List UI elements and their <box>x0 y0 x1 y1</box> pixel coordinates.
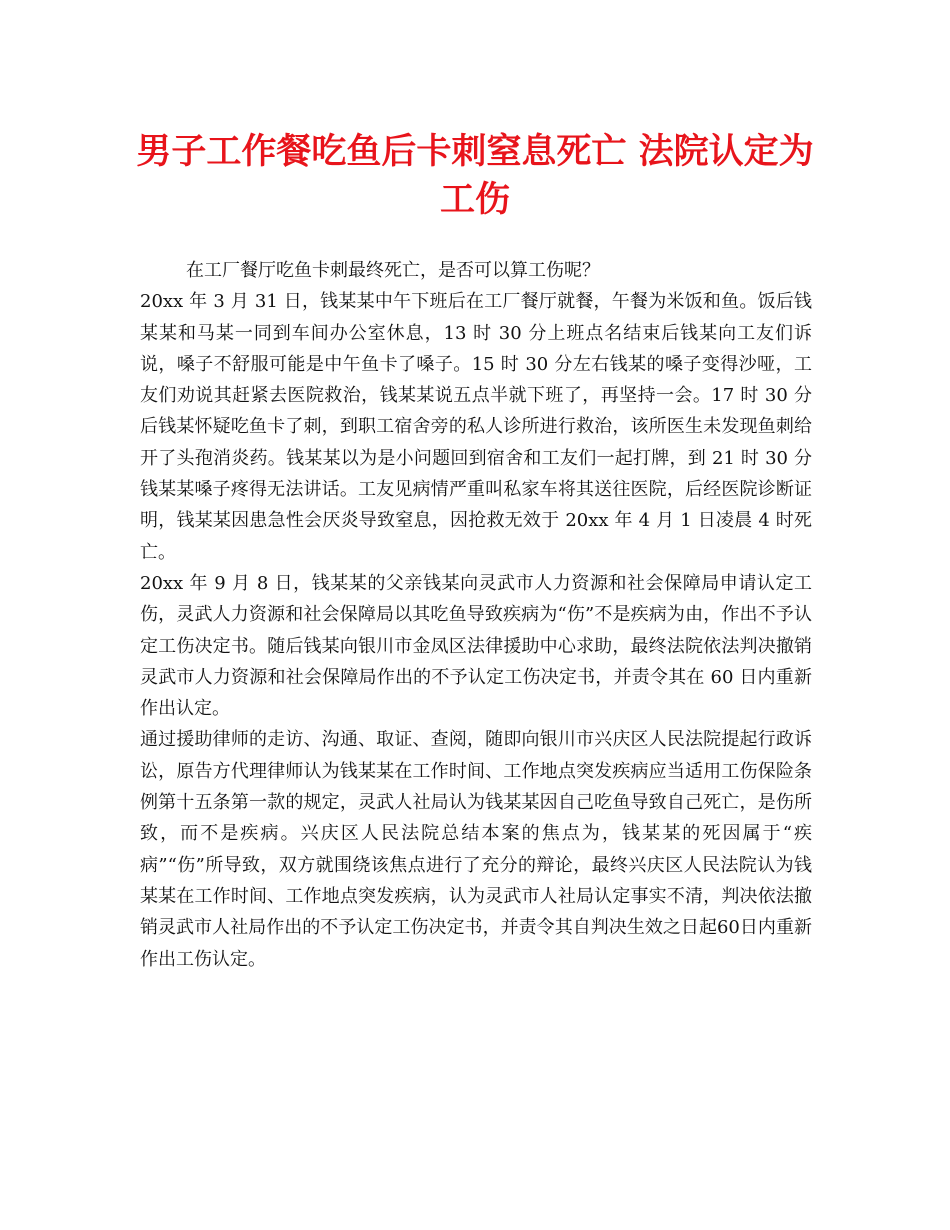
title-line-2: 工伤 <box>439 179 510 220</box>
document-title <box>120 128 830 224</box>
paragraph-application: 20xx 年 9 月 8 日，钱某某的父亲钱某向灵武市人力资源和社会保障局申请认定工伤，灵武人力资源和社会保障局以其吃鱼导致疾病为“伤”不是疾病为由，作出不予认定工伤决定书。随后钱某向银川市金凤区法律援助中心求助，最终法院依法判决撤销灵武市人力资源和社会保障局作出的不予认定工伤决定书，并责令其在 60 日内重新作出认定。 <box>140 572 812 720</box>
intro-paragraph: 在工厂餐厅吃鱼卡刺最终死亡，是否可以算工伤呢？ <box>186 260 600 281</box>
document-body <box>140 255 812 975</box>
title-line-1: 男子工作餐吃鱼后卡刺窒息死亡 法院认定为 <box>136 131 814 172</box>
paragraph-incident: 20xx 年 3 月 31 日，钱某某中午下班后在工厂餐厅就餐，午餐为米饭和鱼。饭后钱某某和马某一同到车间办公室休息，13 时 30 分上班点名结束后钱某向工友们诉说，嗓子不舒服可能是中午鱼卡了嗓子。15 时 30 分左右钱某的嗓子变得沙哑，工友们劝说其赶紧去医院救治，钱某某说五点半就下班了，再坚持一会。17 时 30 分后钱某怀疑吃鱼卡了刺，到职工宿舍旁的私人诊所进行救治，该所医生未发现鱼刺给开了头孢消炎药。钱某某以为是小问题回到宿舍和工友们一起打牌，到 21 时 30 分钱某某嗓子疼得无法讲话。工友见病情严重叫私家车将其送往医院，后经医院诊断证明，钱某某因患急性会厌炎导致窒息，因抢救无效于 20xx 年 4 月 1 日凌晨 4 时死亡。 <box>140 291 812 563</box>
paragraph-litigation: 通过援助律师的走访、沟通、取证、查阅，随即向银川市兴庆区人民法院提起行政诉讼，原告方代理律师认为钱某某在工作时间、工作地点突发疾病应当适用工伤保险条例第十五条第一款的规定，灵武人社局认为钱某某因自己吃鱼导致自己死亡，是伤所致，而不是疾病。兴庆区人民法院总结本案的焦点为，钱某某的死因属于“疾病”“伤”所导致，双方就围绕该焦点进行了充分的辩论，最终兴庆区人民法院认为钱某某在工作时间、工作地点突发疾病，认为灵武市人社局认定事实不清，判决依法撤销灵武市人社局作出的不予认定工伤决定书，并责令其自判决生效之日起60日内重新作出工伤认定。 <box>140 729 812 970</box>
